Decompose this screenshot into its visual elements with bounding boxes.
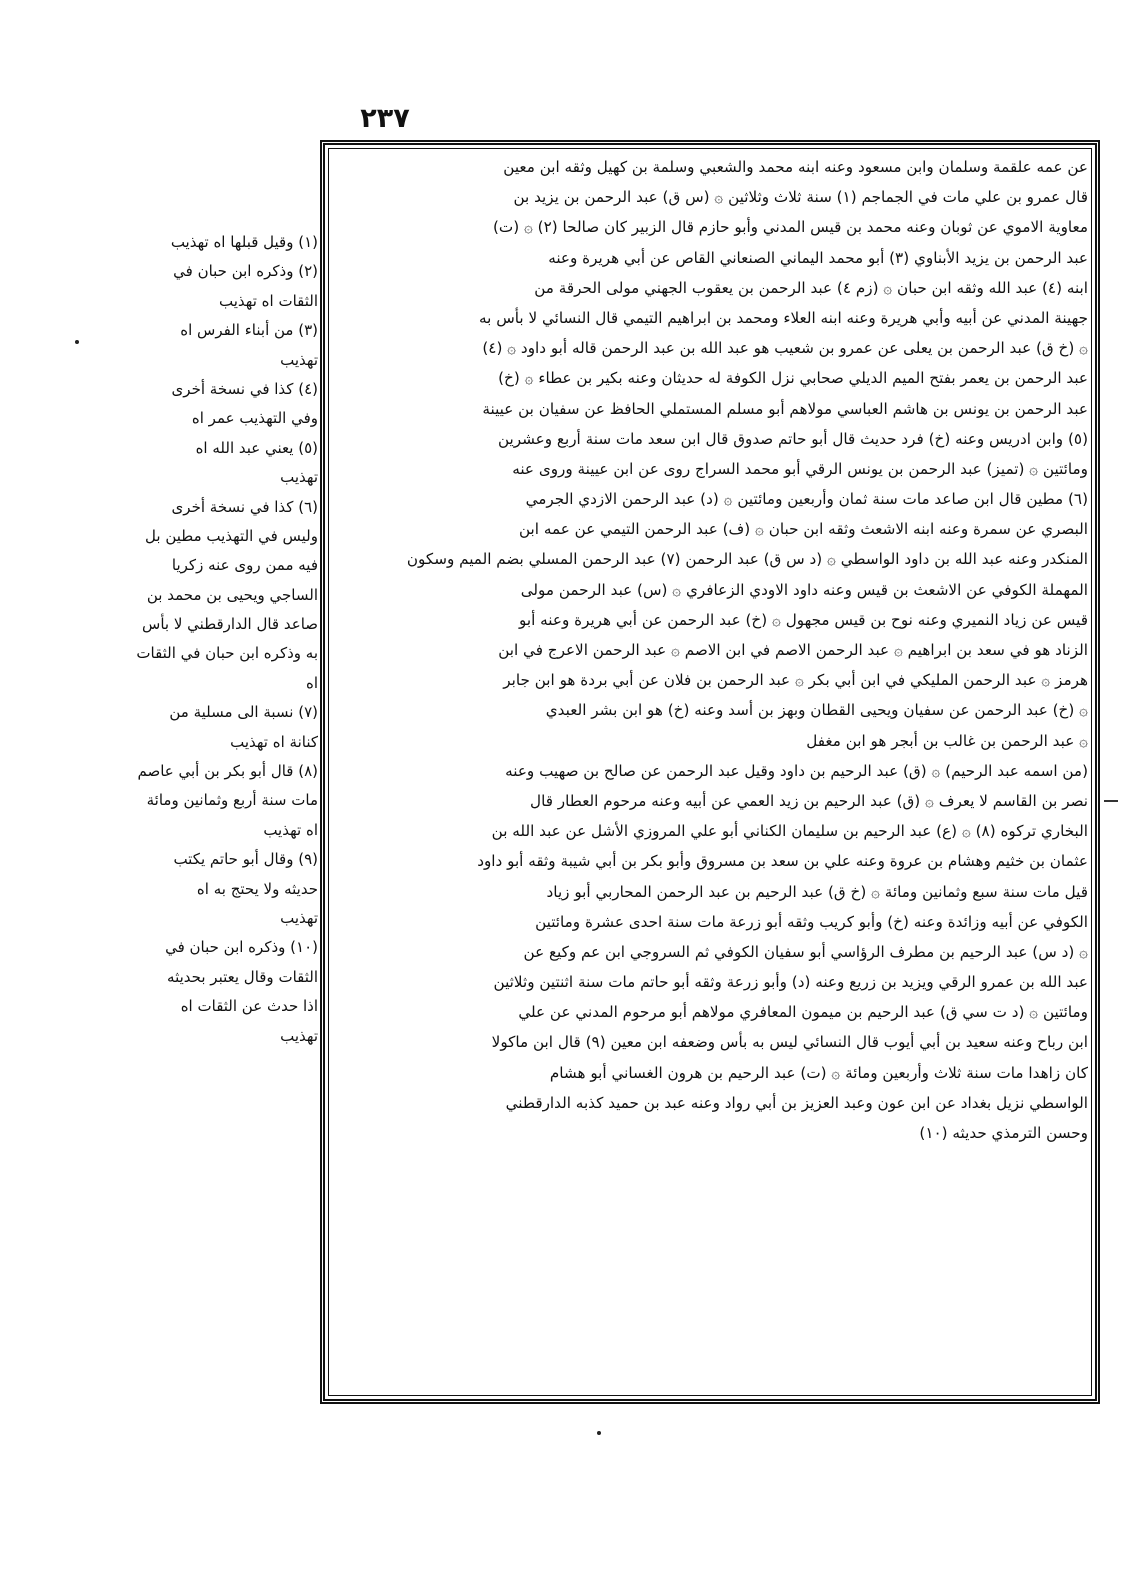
main-text-block	[332, 152, 1088, 1148]
footnote-line: اه تهذيب	[263, 820, 318, 839]
main-text-line: المهملة الكوفي عن الاشعث بن قيس وعنه داود الاودي الزعافري ۞ (س) عبد الرحمن مولى	[520, 580, 1088, 599]
footnote-line: (٧) نسبة الى مسلية من	[169, 703, 318, 722]
footnote-line: وفي التهذيب عمر اه	[191, 409, 318, 428]
main-text-line: قيل مات سنة سبع وثمانين ومائة ۞ (خ ق) عبد الرحيم بن عبد الرحمن المحاربي أبو زياد	[546, 882, 1088, 901]
footnote-line: تهذيب	[280, 468, 318, 487]
footnote-line: مات سنة أربع وثمانين ومائة	[146, 791, 318, 810]
main-text-line: عبد الرحمن بن يونس بن هاشم العباسي مولاهم أبو مسلم المستملي الحافظ عن سفيان بن عيينة	[482, 399, 1088, 418]
footnote-line: اه	[305, 673, 318, 692]
main-text-line: عبد الله بن عمرو الرقي ويزيد بن زريع وعنه (د) وأبو زرعة وثقه أبو حاتم مات سنة اثنتين وثلاثين	[493, 973, 1088, 992]
footnote-line: (٨) قال أبو بكر بن أبي عاصم	[137, 762, 318, 781]
page-number: ٢٣٧	[360, 103, 410, 134]
main-text-line: (من اسمه عبد الرحيم) ۞ (ق) عبد الرحيم بن داود وقيل عبد الرحمن عن صالح بن صهيب وعنه	[505, 761, 1088, 780]
main-text-line: البصري عن سمرة وعنه ابنه الاشعث وثقه ابن حبان ۞ (ف) عبد الرحمن التيمي عن عمه ابن	[519, 520, 1088, 539]
footnote-line: الساجي ويحيى بن محمد بن	[146, 585, 318, 604]
main-text-line: نصر بن القاسم لا يعرف ۞ (ق) عبد الرحيم بن زيد العمي عن أبيه وعنه مرحوم العطار قال	[530, 791, 1088, 810]
footnote-line: حديثه ولا يحتج به اه	[196, 879, 318, 898]
main-text-line: البخاري تركوه (٨) ۞ (ع) عبد الرحيم بن سليمان الكناني أبو علي المروزي الأشل عن عبد الله بن	[491, 822, 1088, 841]
main-text-line: معاوية الاموي عن ثوبان وعنه محمد بن قيس المدني وأبو حازم قال الزبير كان صالحا (٢) ۞ (ت)	[492, 218, 1088, 237]
main-text-line: عن عمه علقمة وسلمان وابن مسعود وعنه ابنه محمد والشعبي وسلمة بن كهيل وثقه ابن معين	[503, 158, 1088, 176]
main-text-line: جهينة المدني عن أبيه وأبي هريرة وعنه ابنه العلاء ومحمد بن ابراهيم التيمي قال النسائي لا بأس به	[479, 308, 1088, 327]
footnote-line: (٣) من أبناء الفرس اه	[180, 321, 318, 340]
main-text-line: المنكدر وعنه عبد الله بن داود الواسطي ۞ (د س ق) عبد الرحمن (٧) عبد الرحمن المسلي بضم الميم وسكون	[406, 550, 1088, 569]
main-text-line: قيس عن زياد النميري وعنه نوح بن قيس مجهول ۞ (خ) عبد الرحمن عن أبي هريرة وعنه أبو	[519, 610, 1088, 629]
footnote-line: به وذكره ابن حبان في الثقات	[136, 644, 318, 663]
footnote-line: الثقات اه تهذيب	[219, 291, 318, 310]
margin-speck	[597, 1431, 601, 1435]
main-text-line: ومائتين ۞ (تميز) عبد الرحمن بن يونس الرقي أبو محمد السراج روى عن ابن عيينة وروى عنه	[512, 459, 1088, 478]
footnote-line: الثقات وقال يعتبر بحديثه	[167, 967, 318, 986]
footnote-line: (٤) كذا في نسخة أخرى	[171, 379, 318, 398]
main-text-line: هرمز ۞ عبد الرحمن المليكي في ابن أبي بكر ۞ عبد الرحمن بن فلان عن أبي بردة هو ابن جابر	[503, 671, 1088, 690]
main-text-line: ابنه (٤) عبد الله وثقه ابن حبان ۞ (زم ٤) عبد الرحمن بن يعقوب الجهني مولى الحرقة من	[534, 278, 1088, 297]
main-text-line: الزناد هو في سعد بن ابراهيم ۞ عبد الرحمن الاصم في ابن الاصم ۞ عبد الرحمن الاعرج في ابن	[498, 641, 1088, 659]
main-text-line: (٥) وابن ادريس وعنه (خ) فرد حديث قال أبو حاتم صدوق قال ابن سعد مات سنة أربع وعشرين	[497, 429, 1088, 448]
main-text-line: ۞ (خ) عبد الرحمن عن سفيان ويحيى القطان وبهز بن أسد وعنه (خ) هو ابن بشر العبدي	[545, 701, 1088, 720]
footnote-line: (٥) يعني عبد الله اه	[195, 438, 318, 457]
main-text-line: ابن رباح وعنه سعيد بن أبي أيوب قال النسائي ليس به بأس وضعفه ابن معين (٩) قال ابن ماكولا	[491, 1033, 1088, 1052]
footnotes-block	[112, 228, 318, 1051]
footnote-line: وليس في التهذيب مطين بل	[145, 526, 318, 545]
footnote-line: (٢) وذكره ابن حبان في	[173, 262, 318, 281]
margin-speck	[75, 340, 79, 344]
footnote-line: (٩) وقال أبو حاتم يكتب	[173, 850, 318, 869]
main-text-line: كان زاهدا مات سنة ثلاث وأربعين ومائة ۞ (ت) عبد الرحيم بن هرون الغساني أبو هشام	[549, 1063, 1088, 1082]
footnote-line: اذا حدث عن الثقات اه	[180, 997, 318, 1016]
main-text-line: ۞ (خ ق) عبد الرحمن بن يعلى عن عمرو بن شعيب هو عبد الله بن عبد الرحمن قاله أبو داود ۞ (٤)	[482, 339, 1088, 358]
footnote-line: صاعد قال الدارقطني لا بأس	[142, 615, 318, 634]
main-text-line: ۞ (د س) عبد الرحيم بن مطرف الرؤاسي أبو سفيان الكوفي ثم السروجي ابن عم وكيع عن	[523, 942, 1088, 961]
footnote-line: (١٠) وذكره ابن حبان في	[165, 938, 318, 957]
main-text-line: وحسن الترمذي حديثه (١٠)	[919, 1124, 1088, 1142]
main-text-line: (٦) مطين قال ابن صاعد مات سنة ثمان وأربعين ومائتين ۞ (د) عبد الرحمن الازدي الجرمي	[525, 490, 1088, 509]
main-text-line: ومائتين ۞ (د ت سي ق) عبد الرحيم بن ميمون المعافري مولاهم أبو مرحوم المدني عن علي	[518, 1003, 1088, 1022]
footnote-line: فيه ممن روى عنه زكريا	[171, 556, 318, 575]
footnote-line: كنانة اه تهذيب	[230, 732, 318, 751]
footnote-line: تهذيب	[280, 908, 318, 927]
footnote-line: تهذيب	[280, 350, 318, 369]
main-text-line: قال عمرو بن علي مات في الجماجم (١) سنة ثلاث وثلاثين ۞ (س ق) عبد الرحمن بن يزيد بن	[513, 188, 1088, 207]
footnote-line: تهذيب	[280, 1026, 318, 1045]
main-text-line: الواسطي نزيل بغداد عن ابن عون وعبد العزيز بن أبي رواد وعنه عبد بن حميد كذبه الدارقطني	[505, 1093, 1088, 1112]
margin-mark	[1104, 800, 1118, 802]
main-text-line: الكوفي عن أبيه وزائدة وعنه (خ) وأبو كريب وثقه أبو زرعة مات سنة احدى عشرة ومائتين	[535, 912, 1088, 931]
main-text-line: عبد الرحمن بن يزيد الأبناوي (٣) أبو محمد اليماني الصنعاني القاص عن أبي هريرة وعنه	[548, 248, 1088, 267]
main-text-line: عثمان بن خثيم وهشام بن عروة وعنه علي بن سعد بن مسروق وأبو بكر بن أبي شيبة وثقه أبو داود	[477, 852, 1088, 871]
footnote-line: (١) وقيل قبلها اه تهذيب	[170, 233, 318, 251]
main-text-line: عبد الرحمن بن يعمر بفتح الميم الديلي صحابي نزل الكوفة له حديثان وعنه بكير بن عطاء ۞ (خ)	[498, 369, 1088, 388]
footnote-line: (٦) كذا في نسخة أخرى	[171, 497, 318, 516]
main-text-line: ۞ عبد الرحمن بن غالب بن أبجر هو ابن مغفل	[806, 731, 1088, 750]
